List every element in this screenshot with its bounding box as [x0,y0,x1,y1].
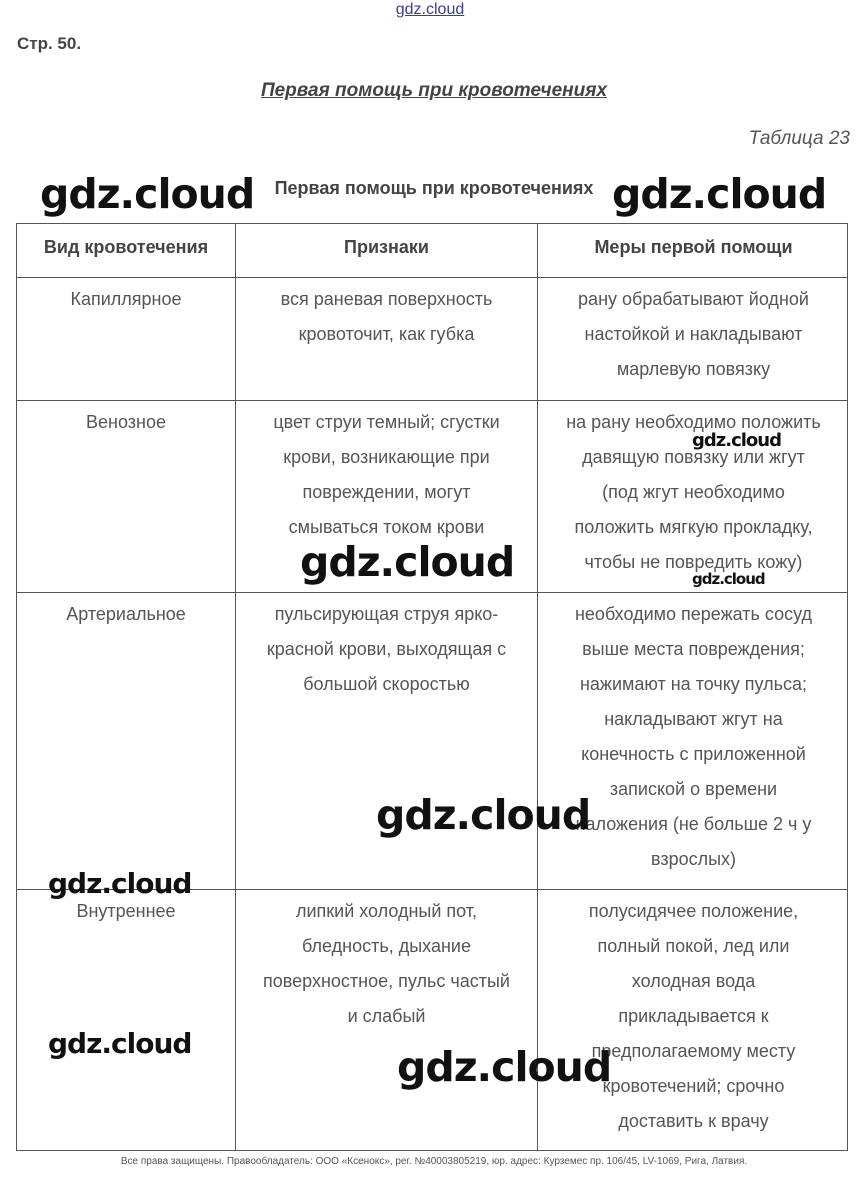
watermark: gdz.cloud [300,538,515,586]
text-line: холодная вода [631,971,756,991]
copyright-footer: Все права защищены. Правообладатель: ООО «Ксенокс», рег. №40003805219, юр. адрес: Курземес пр. 106/45, LV-1069, Рига, Латвия. [120,1156,748,1167]
text-line: бледность, дыхание [302,936,471,956]
watermark: gdz.cloud [48,1027,192,1060]
text-line: вся раневая поверхность [280,289,493,309]
row-divider [17,592,847,593]
header-aid: Меры первой помощи [594,237,793,257]
watermark: gdz.cloud [397,1043,612,1091]
main-title: Первая помощь при кровотечениях [260,80,608,101]
aid-cell [538,894,849,1139]
watermark: gdz.cloud [692,570,765,588]
text-line: крови, возникающие при [283,447,490,467]
text-line: на рану необходимо положить [566,412,821,432]
text-line: выше места повреждения; [582,639,805,659]
text-line: взрослых) [650,849,737,869]
signs-cell [236,405,537,545]
bleeding-type: Артериальное [66,604,186,624]
text-line: смываться током крови [288,517,485,537]
text-line: чтобы не повредить кожу) [584,552,803,572]
watermark: gdz.cloud [612,170,827,218]
row-divider [17,277,847,278]
watermark: gdz.cloud [40,170,255,218]
signs-cell [236,597,537,702]
row-divider [17,400,847,401]
text-line: липкий холодный пот, [295,901,478,921]
text-line: цвет струи темный; сгустки [273,412,500,432]
text-line: необходимо пережать сосуд [574,604,812,624]
text-line: настойкой и накладывают [584,324,803,344]
first-aid-table [16,223,848,1151]
text-line: запиской о времени [609,779,778,799]
text-line: кровоточит, как губка [298,324,475,344]
watermark: gdz.cloud [692,430,781,451]
header-signs: Признаки [344,237,429,257]
text-line: прикладывается к [618,1006,769,1026]
text-line: доставить к врачу [618,1111,769,1131]
header-type: Вид кровотечения [43,237,209,257]
signs-cell [236,282,537,352]
watermark: gdz.cloud [376,791,591,839]
text-line: полусидячее положение, [588,901,799,921]
text-line: повреждении, могут [302,482,471,502]
table-number: Таблица 23 [748,128,850,149]
text-line: кровотечений; срочно [602,1076,785,1096]
table-title: Первая помощь при кровотечениях [274,178,594,198]
bleeding-type: Внутреннее [76,901,176,921]
top-watermark-link[interactable]: gdz.cloud [395,1,465,18]
text-line: марлевую повязку [616,359,771,379]
text-line: конечность с приложенной [581,744,806,764]
aid-cell [538,282,849,387]
text-line: большой скоростью [303,674,470,694]
text-line: положить мягкую прокладку, [574,517,813,537]
text-line: наложения (не больше 2 ч у [575,814,812,834]
text-line: поверхностное, пульс частый [263,971,510,991]
text-line: рану обрабатывают йодной [578,289,809,309]
text-line: полный покой, лед или [597,936,790,956]
text-line: и слабый [347,1006,426,1026]
text-line: давящую повязку или жгут [582,447,805,467]
text-line: нажимают на точку пульса; [579,674,808,694]
bleeding-type: Капиллярное [70,289,182,309]
page-number: Стр. 50. [17,34,82,53]
watermark: gdz.cloud [48,867,192,900]
text-line: предполагаемому месту [591,1041,796,1061]
text-line: накладывают жгут на [604,709,783,729]
text-line: красной крови, выходящая с [266,639,507,659]
text-line: (под жгут необходимо [602,482,785,502]
text-line: пульсирующая струя ярко- [274,604,499,624]
bleeding-type: Венозное [86,412,166,432]
signs-cell [236,894,537,1034]
